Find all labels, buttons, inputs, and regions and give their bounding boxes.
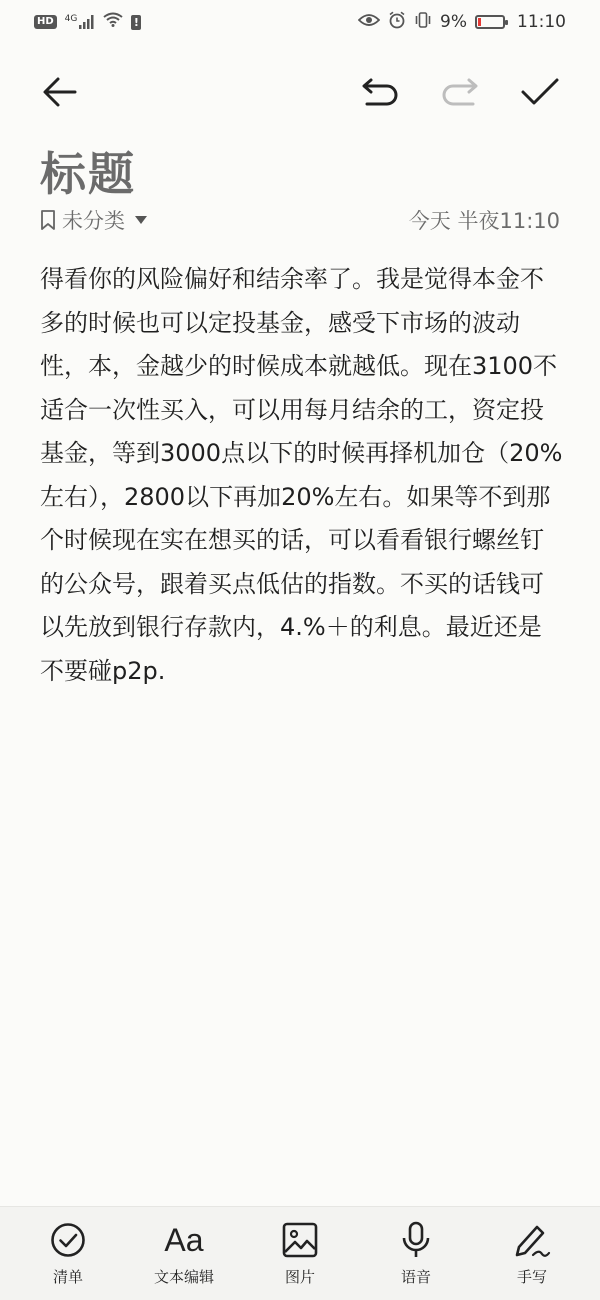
wifi-icon: [103, 12, 123, 32]
check-icon: [520, 74, 560, 110]
status-bar-left: [34, 12, 141, 32]
microphone-icon: [396, 1220, 436, 1260]
image-button[interactable]: [250, 1220, 350, 1287]
status-bar: [0, 0, 600, 44]
chevron-down-icon: [135, 216, 147, 224]
note-meta-row: [40, 204, 560, 236]
note-toolbar: [0, 66, 600, 118]
signal-icon: [65, 15, 96, 29]
done-button[interactable]: [514, 66, 566, 118]
network-type: 4G: [64, 14, 78, 24]
alarm-icon: [388, 11, 406, 34]
handwriting-button[interactable]: [482, 1220, 582, 1287]
image-icon: [280, 1220, 320, 1260]
handwriting-label: 手写: [516, 1268, 547, 1286]
vibrate-icon: [414, 12, 432, 33]
image-label: 图片: [284, 1268, 315, 1286]
back-button[interactable]: [34, 66, 86, 118]
notification-alert-icon: !: [131, 15, 141, 30]
hd-badge: HD: [34, 15, 57, 29]
category-label: 未分类: [62, 209, 125, 233]
bookmark-icon: [40, 210, 56, 230]
text-format-label: 文本编辑: [153, 1268, 214, 1286]
text-format-icon: [164, 1220, 204, 1260]
checklist-icon: [48, 1220, 88, 1260]
undo-button[interactable]: [354, 66, 406, 118]
status-bar-right: [358, 11, 566, 34]
note-timestamp: 今天 半夜11:10: [408, 209, 560, 233]
redo-icon: [440, 74, 480, 110]
eye-comfort-icon: [358, 12, 380, 32]
undo-icon: [360, 74, 400, 110]
bottom-toolbar: [0, 1206, 600, 1300]
text-format-glyph: Aa: [164, 1222, 204, 1258]
redo-button[interactable]: [434, 66, 486, 118]
note-body-text[interactable]: 得看你的风险偏好和结余率了。我是觉得本金不多的时候也可以定投基金，感受下市场的波动性，本，金越少的时候成本就越低。现在3100不适合一次性买入，可以用每月结余的工，资定投基金，等到3000点以下的时候再择机加仓（20%左右），2800以下再加20%左右。如果等不到那个时候现在实在想买的话，可以看看银行螺丝钉的公众号，跟着买点低估的指数。不买的话钱可以先放到银行存款内，4.%＋的利息。最近还是不要碰p2p.: [40, 265, 563, 685]
text-format-button[interactable]: [134, 1220, 234, 1287]
checklist-button[interactable]: [18, 1220, 118, 1287]
note-title[interactable]: 标题: [40, 147, 136, 201]
voice-label: 语音: [400, 1268, 431, 1286]
category-selector[interactable]: [40, 205, 147, 235]
status-time: 11:10: [517, 12, 566, 32]
voice-button[interactable]: [366, 1220, 466, 1287]
checklist-label: 清单: [52, 1268, 83, 1286]
arrow-left-icon: [42, 74, 78, 110]
battery-percent: 9%: [440, 12, 467, 32]
handwriting-pen-icon: [512, 1220, 552, 1260]
battery-icon: [475, 15, 505, 29]
